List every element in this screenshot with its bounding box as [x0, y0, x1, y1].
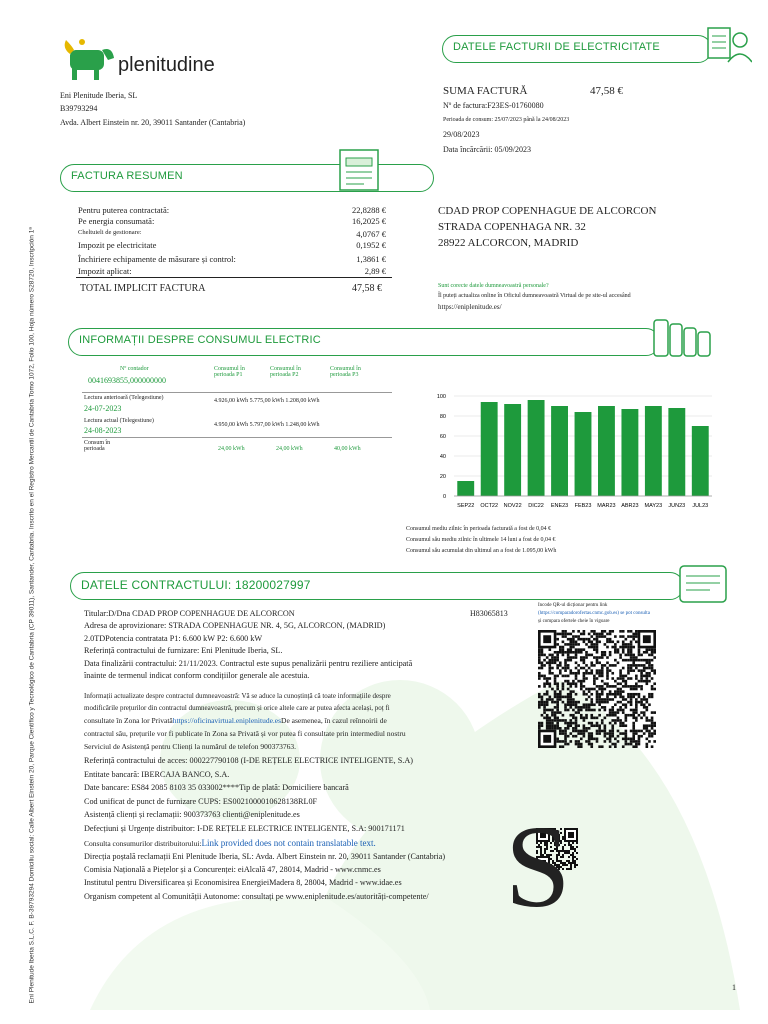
contract-line: Data finalizării contractului: 21/11/2023. Contractul este supus penalizării pentru reziliere anticipată — [84, 658, 413, 668]
consumption-title: INFORMAȚII DESPRE CONSUMUL ELECTRIC — [79, 334, 321, 346]
meter-number: 0041693855,000000000 — [88, 376, 166, 385]
contract-card-icon — [676, 562, 732, 608]
summary-row-label: Pe energia consumată: — [78, 216, 155, 226]
qr-caption-3: și compara ofertele cheie în vigoare — [538, 619, 610, 624]
summary-row-label: Impozit pe electricitate — [78, 240, 157, 250]
sum-value: 47,58 € — [590, 85, 623, 97]
summary-divider — [76, 277, 392, 278]
contract-line: Direcția poștală reclamații Eni Plenitude Iberia, SL: Avda. Albert Einstein nr. 20, 39011 Santander (Cantabria) — [84, 852, 446, 861]
p3-header: Consumul în perioada P3 — [330, 366, 361, 378]
qr-caption-2[interactable]: (https://comparadorofertas.cnmc.gob.es) se pot consulta — [538, 611, 650, 616]
chart-bar — [621, 409, 638, 496]
contract-line: Comisia Națională a Piețelor și a Concurenței: eiAlcală 47, 28014, Madrid - www.cnmc.es — [84, 865, 381, 875]
contract-info-2: modificările prețurilor din contractul dumneavoastră, precum și orice altele care ar putea afecta același, poț fi — [84, 704, 390, 712]
contract-info-5: Serviciul de Asistență pentru Clienți la numărul de telefon 900373763. — [84, 742, 297, 751]
client-note-url[interactable]: https://eniplenitude.es/ — [438, 303, 502, 311]
summary-row-value: 1,3861 € — [356, 254, 386, 264]
chart-bar — [504, 404, 521, 496]
summary-row-value: 16,2025 € — [352, 216, 386, 226]
contract-header — [70, 572, 684, 600]
x-tick-label: JUL23 — [692, 503, 709, 509]
distributor-link[interactable]: Link provided does not contain translatable text. — [201, 838, 376, 848]
invoice-data-title: DATELE FACTURII DE ELECTRICITATE — [453, 41, 660, 53]
chart-bar — [692, 426, 709, 496]
chart-bar — [528, 400, 545, 496]
consumption-p2: 24,00 kWh — [276, 446, 303, 452]
curr-reading-values: 4.950,00 kWh 5.797,00 kWh 1.248,00 kWh — [214, 422, 320, 428]
summary-row-label: Pentru puterea contractată: — [78, 205, 170, 215]
y-tick-label: 60 — [439, 434, 446, 440]
virtual-office-link[interactable]: https://oficinavirtual.eniplenitude.es — [172, 716, 282, 725]
consumption-chart — [420, 388, 720, 516]
y-tick-label: 20 — [439, 474, 446, 480]
charge-date: Data încărcării: 05/09/2023 — [443, 145, 531, 154]
qr-caption-1: Incode QR-ul dicționar pentru link — [538, 603, 608, 608]
chart-bar — [575, 412, 592, 496]
contract-info-3a: consultate în Zona lor Privată — [84, 716, 173, 725]
contract-line: Defecțiuni și Urgențe distribuitor: I-DE REȚELE ELECTRICE INTELIGENTE, S.A: 900171171 — [84, 823, 405, 833]
client-line3: 28922 ALCORCON, MADRID — [438, 237, 579, 249]
batteries-icon — [650, 314, 716, 360]
company-address: Avda. Albert Einstein nr. 20, 39011 Santander (Cantabria) — [60, 118, 246, 127]
distributor-label: Consulta consumurilor distribuitorului: — [84, 839, 202, 848]
contract-line: Referință contractului de furnizare: Eni Plenitude Iberia, SL. — [84, 646, 283, 656]
contract-line: 2.0TDPotencia contratata P1: 6.600 kW P2: 6.600 kW — [84, 633, 263, 643]
company-name: Eni Plenitude Iberia, SL — [60, 91, 138, 100]
prev-reading-date: 24-07-2023 — [84, 404, 122, 413]
contract-info-3 — [84, 716, 387, 725]
x-tick-label: OCT22 — [480, 503, 499, 509]
contract-line: Date bancare: ES84 2085 8103 35 033002****Tip de plată: Domiciliere bancară — [84, 783, 349, 792]
y-tick-label: 80 — [439, 414, 446, 420]
chart-bar — [481, 402, 498, 496]
dog-logo-icon — [62, 36, 118, 82]
contract-info-3b: De asemenea, în cazul reînnoirii de — [281, 716, 387, 725]
summary-row-value: 4,0767 € — [356, 229, 386, 239]
holder-id: H83065813 — [470, 609, 508, 618]
summary-row-value: 0,1952 € — [356, 240, 386, 250]
y-tick-label: 40 — [439, 454, 446, 460]
contract-line: Asistență clienți și reclamații: 900373763 clienti@eniplenitude.es — [84, 810, 300, 819]
summary-total-value: 47,58 € — [352, 283, 382, 294]
x-tick-label: SEP22 — [457, 503, 475, 509]
qr-code[interactable] — [538, 630, 656, 748]
distributor-consult — [84, 838, 376, 848]
invoice-period: Perioada de consum: 25/07/2023 până la 24/08/2023 — [443, 117, 570, 123]
contract-line: Cod unificat de punct de furnizare CUPS: ES0021000010628138RL0F — [84, 796, 318, 806]
chart-bar — [668, 408, 685, 496]
contract-line: înainte de termenul indicat conform condițiilor generale ale acestuia. — [84, 671, 310, 680]
p1-header: Consumul în perioada P1 — [214, 366, 245, 378]
contract-info-4: contractul său, prețurile vor fi publicate în Zona sa Privată și vor putea fi consultate prin intermediul nostru — [84, 729, 406, 738]
invoice-data-header — [442, 35, 712, 63]
x-tick-label: DIC22 — [528, 503, 544, 509]
summary-total-label: TOTAL IMPLICIT FACTURA — [80, 283, 206, 294]
x-tick-label: MAR23 — [597, 503, 616, 509]
document-icon — [334, 148, 384, 194]
invoice-person-icon — [706, 22, 752, 68]
consumption-header — [68, 328, 660, 356]
chart-bar — [551, 406, 568, 496]
summary-row-label: Închiriere echipamente de măsurare și control: — [78, 254, 236, 264]
x-tick-label: FEB23 — [574, 503, 592, 509]
x-tick-label: NOV22 — [503, 503, 522, 509]
company-logo — [62, 36, 222, 82]
prev-reading-label: Lectura anterioară (Telegestiune) — [84, 395, 164, 401]
stat-avg-period: Consumul mediu zilnic în perioada facturată a fost de 0,04 € — [406, 526, 552, 532]
client-note-title: Sunt corecte datele dumneavoastră personale? — [438, 283, 549, 289]
client-line2: STRADA COPENHAGA NR. 32 — [438, 221, 586, 233]
chart-bar — [457, 481, 474, 496]
consumption-divider-2 — [82, 437, 392, 438]
page-number: 1 — [732, 983, 736, 992]
big-letter: S — [505, 801, 571, 932]
contract-line: Titular:D/Dna CDAD PROP COPENHAGUE DE ALCORCON — [84, 609, 295, 618]
company-cif: B39793294 — [60, 104, 98, 113]
prev-reading-values: 4.926,00 kWh 5.775,00 kWh 1.208,00 kWh — [214, 398, 320, 404]
consumption-p3: 40,00 kWh — [334, 446, 361, 452]
x-tick-label: ABR23 — [621, 503, 639, 509]
contract-title: DATELE CONTRACTULUI: 18200027997 — [81, 578, 311, 592]
summary-row-value: 2,89 € — [364, 266, 386, 276]
contract-info-1: Informații actualizate despre contractul dumneavoastră: Vă se aduce la cunoștință că toate informațiile despre — [84, 692, 391, 700]
logo-text: plenitudine — [118, 54, 215, 76]
client-note-body: Îl puteți actualiza online în Oficiul dumneavoastră Virtual de pe site-ul accesând — [438, 293, 631, 299]
invoice-date: 29/08/2023 — [443, 130, 480, 139]
chart-bar — [598, 406, 615, 496]
summary-row-label: Cheltuieli de gestionare: — [78, 229, 142, 236]
x-tick-label: JUN23 — [668, 503, 686, 509]
contract-line: Entitate bancară: IBERCAJA BANCO, S.A. — [84, 769, 230, 779]
contract-line: Adresa de aprovizionare: STRADA COPENHAGUE NR. 4, 5G, ALCORCON, (MADRID) — [84, 621, 386, 631]
contract-line: Referință contractului de acces: 000227790108 (I-DE REȚELE ELECTRICE INTELIGENTE, S.A) — [84, 756, 413, 765]
summary-row-label: Impozit aplicat: — [78, 266, 132, 276]
stat-avg-14months: Consumul său mediu zilnic în ultimele 14 luni a fost de 0,04 € — [406, 537, 556, 543]
consumption-label: Consum în perioada — [84, 440, 111, 452]
sum-label: SUMA FACTURĂ — [443, 85, 528, 97]
contract-line: Organism competent al Comunității Autonome: consultați pe www.eniplenitude.es/autorități-competente/ — [84, 891, 429, 901]
x-tick-label: MAY23 — [644, 503, 663, 509]
contract-line: Institutul pentru Diversificarea și Economisirea EnergieiMadera 8, 28004, Madrid - www.idae.es — [84, 878, 402, 888]
consumption-divider — [82, 392, 392, 393]
chart-bar — [645, 406, 662, 496]
summary-row-value: 22,8288 € — [352, 205, 386, 215]
summary-title: FACTURA RESUMEN — [71, 170, 183, 182]
p2-header: Consumul în perioada P2 — [270, 366, 301, 378]
client-line1: CDAD PROP COPENHAGUE DE ALCORCON — [438, 205, 657, 217]
invoice-number: Nº de factura:F23ES-01760080 — [443, 101, 544, 110]
y-tick-label: 100 — [436, 394, 446, 400]
consumption-p1: 24,00 kWh — [218, 446, 245, 452]
x-tick-label: ENE23 — [550, 503, 569, 509]
curr-reading-label: Lectura actual (Telegestiune) — [84, 418, 154, 424]
side-legal-text: Eni Plenitude Iberia S.L.C. F. B-39793294 Domiciliu social: Calle Albert Einstein 20, Parque Científico y Tecnológico de Cantabria (CP 39011), Santander, Cantabria. Inscrito en el Registro Mercantil de Cantabria Tomo 1072, Folio 100, Hoja número S28720, Inscripción 1ª — [28, 227, 36, 1004]
stat-accumulated: Consumul său acumulat din ultimul an a fost de 1.095,00 kWh — [406, 548, 557, 554]
y-tick-label: 0 — [442, 494, 446, 500]
meter-header: Nº contador — [120, 366, 149, 372]
curr-reading-date: 24-08-2023 — [84, 426, 122, 435]
